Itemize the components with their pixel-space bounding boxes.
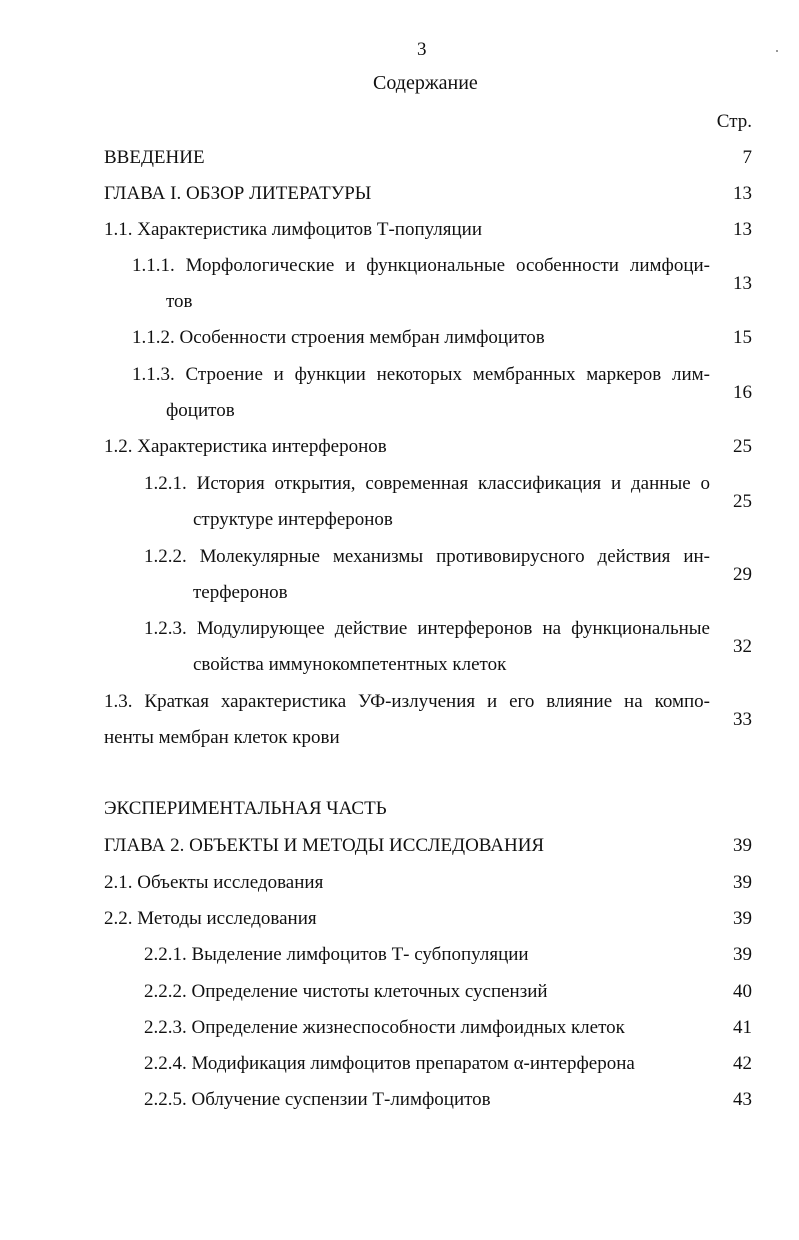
toc-entry: 1.2. Характеристика интерферонов xyxy=(104,436,387,457)
toc-entry-line1: 1.2.1. История открытия, современная классификация и данные о xyxy=(144,473,710,494)
toc-entry: ВВЕДЕНИЕ xyxy=(104,147,205,168)
toc-page-number: 13 xyxy=(733,219,752,240)
toc-entry: 2.2.1. Выделение лимфоцитов Т- субпопуляции xyxy=(144,944,529,965)
toc-page-number: 41 xyxy=(733,1017,752,1038)
toc-page-number: 7 xyxy=(742,147,752,168)
toc-page-number: 13 xyxy=(733,183,752,204)
toc-entry-line2: свойства иммунокомпетентных клеток xyxy=(193,654,507,675)
toc-entry-line2: фоцитов xyxy=(166,400,235,421)
toc-entry: 2.2.4. Модификация лимфоцитов препаратом α-интерферона xyxy=(144,1053,635,1074)
section-heading: ЭКСПЕРИМЕНТАЛЬНАЯ ЧАСТЬ xyxy=(104,798,387,819)
toc-entry-line1: 1.1.1. Морфологические и функциональные особенности лимфоци- xyxy=(132,255,710,276)
toc-entry-line1: 1.3. Краткая характеристика УФ-излучения и его влияние на компо- xyxy=(104,691,710,712)
toc-page-number: 42 xyxy=(733,1053,752,1074)
toc-page-number: 25 xyxy=(733,436,752,457)
toc-entry-line1: 1.2.2. Молекулярные механизмы противовирусного действия ин- xyxy=(144,546,710,567)
toc-entry: ГЛАВА 2. ОБЪЕКТЫ И МЕТОДЫ ИССЛЕДОВАНИЯ xyxy=(104,835,545,856)
toc-page-number: 39 xyxy=(733,908,752,929)
toc-entry-line2: терферонов xyxy=(193,582,288,603)
toc-page-number: 32 xyxy=(733,636,752,657)
toc-entry-line1: 1.2.3. Модулирующее действие интерферонов на функциональные xyxy=(144,618,710,639)
toc-entry-line1: 1.1.3. Строение и функции некоторых мембранных маркеров лим- xyxy=(132,364,710,385)
toc-entry: 2.2.3. Определение жизнеспособности лимфоидных клеток xyxy=(144,1017,625,1038)
toc-page-number: 39 xyxy=(733,944,752,965)
toc-entry: ГЛАВА I. ОБЗОР ЛИТЕРАТУРЫ xyxy=(104,183,372,204)
scan-speck xyxy=(776,50,778,52)
toc-entry-line2: ненты мембран клеток крови xyxy=(104,727,340,748)
toc-entry: 1.1.2. Особенности строения мембран лимфоцитов xyxy=(132,327,545,348)
toc-entry: 2.2.5. Облучение суспензии Т-лимфоцитов xyxy=(144,1089,491,1110)
toc-entry: 2.2. Методы исследования xyxy=(104,908,317,929)
toc-page-number: 13 xyxy=(733,273,752,294)
page-column-header: Стр. xyxy=(716,111,752,132)
toc-entry-line2: тов xyxy=(166,291,193,312)
toc-entry: 1.1. Характеристика лимфоцитов Т-популяции xyxy=(104,219,483,240)
toc-entry-line2: структуре интерферонов xyxy=(193,509,393,530)
page-title: Содержание xyxy=(373,72,478,94)
toc-page-number: 29 xyxy=(733,564,752,585)
toc-page-number: 43 xyxy=(733,1089,752,1110)
toc-page-number: 25 xyxy=(733,491,752,512)
toc-page-number: 40 xyxy=(733,981,752,1002)
toc-entry: 2.1. Объекты исследования xyxy=(104,872,324,893)
page-number: 3 xyxy=(417,39,427,60)
toc-page-number: 33 xyxy=(733,709,752,730)
toc-page-number: 15 xyxy=(733,327,752,348)
toc-page-number: 16 xyxy=(733,382,752,403)
toc-entry: 2.2.2. Определение чистоты клеточных суспензий xyxy=(144,981,548,1002)
toc-page-number: 39 xyxy=(733,872,752,893)
toc-page-number: 39 xyxy=(733,835,752,856)
